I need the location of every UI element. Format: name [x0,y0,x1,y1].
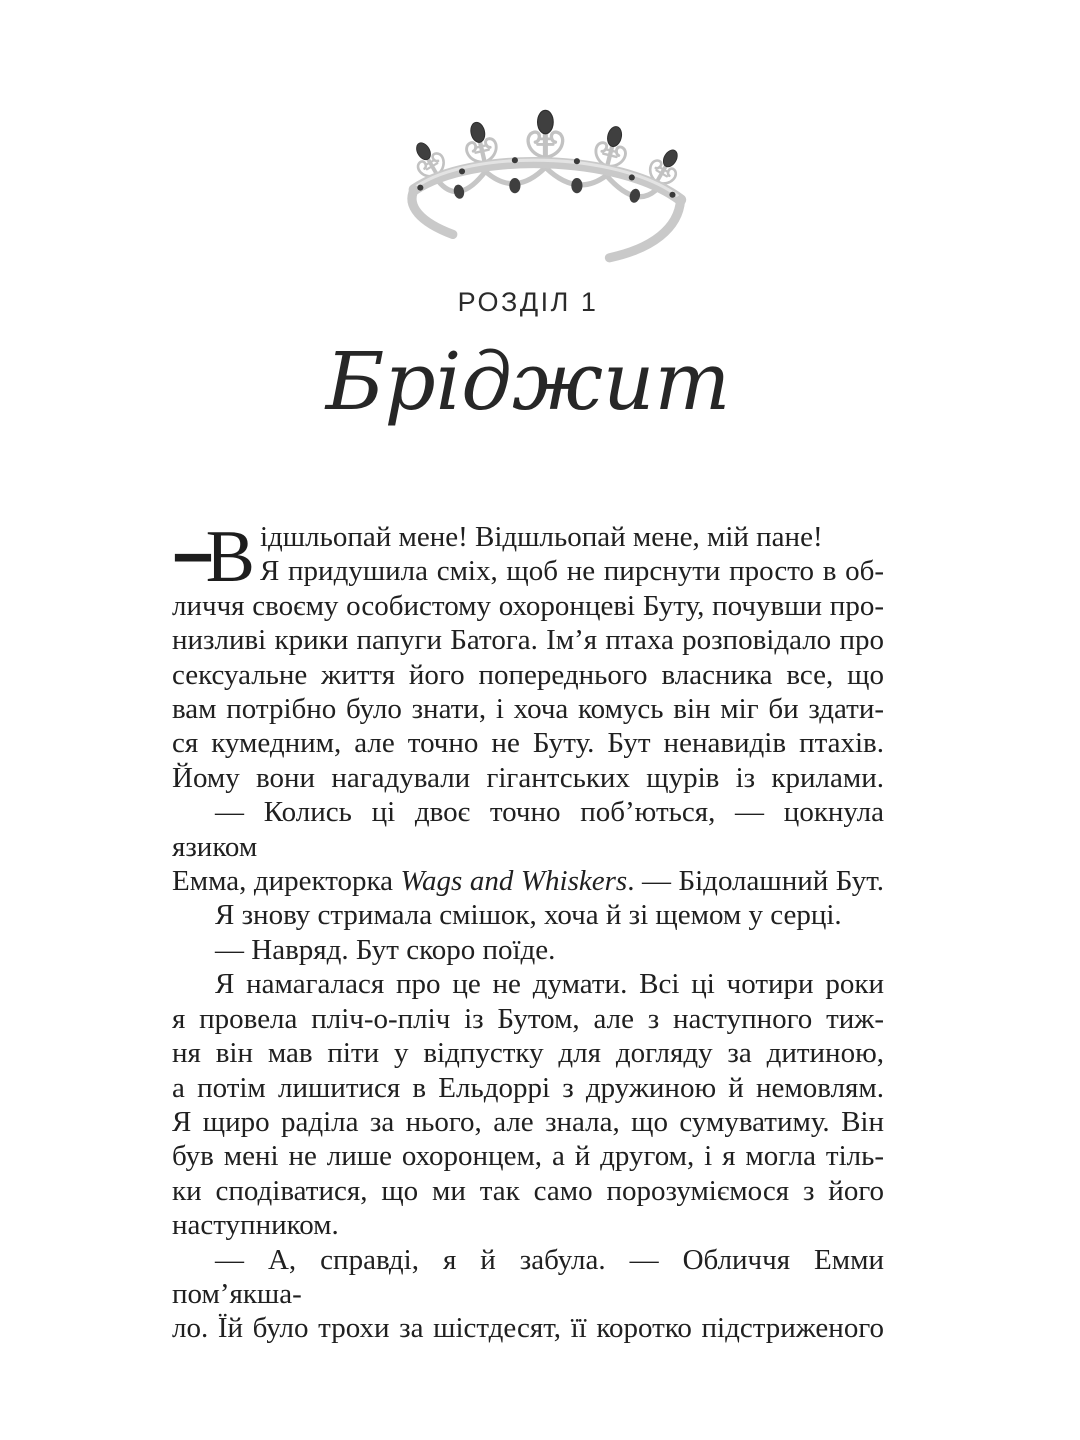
text-line: ся кумедним, але точно не Буту. Бут ненавидів птахів. [172,727,884,760]
chapter-title: Бріджит [325,335,731,428]
text-line: Я придушила сміх, щоб не пирснути просто в об- [260,555,884,588]
text-line: личчя своєму особистому охоронцеві Буту, почувши про- [172,589,884,622]
text-line: Я намагалася про це не думати. Всі ці чотири роки [215,968,884,1001]
paragraph-dialogue [172,933,884,967]
dialogue-dash: — [175,489,211,609]
paragraph-narration [172,967,884,1242]
text-line: ідшльопай мене! Відшльопай мене, мій пане! [260,521,823,553]
text-line: — Колись ці двоє точно поб’ються, — цокнула язиком [172,796,884,863]
text-line [172,864,884,898]
text-segment: . — Бідолашний Бут. [627,865,884,898]
text-segment-italic: Wags and Whiskers [400,865,628,898]
text-line: наступником. [172,1209,339,1242]
tiara-icon [400,90,705,268]
dropcap-letter: В [205,516,255,598]
text-line: ня він мав піти у відпустку для догляду за дитиною, [172,1037,884,1070]
text-line: ло. Їй було трохи за шістдесят, її коротко підстриженого [172,1312,884,1345]
paragraph-narration [172,898,884,932]
text-segment: Емма, директорка [172,865,401,898]
paragraph-opening [172,489,884,795]
text-line: Йому вони нагадували гігантських щурів із крилами. [172,761,884,794]
paragraph-dialogue [172,1243,884,1346]
text-line: — А, справді, я й забула. — Обличчя Емми пом’якша- [172,1243,884,1310]
text-line: Я знову стримала смішок, хоча й зі щемом у серці. [215,899,842,932]
text-line: низливі крики папуги Батога. Ім’я птаха розповідало про [172,624,884,657]
paragraph-dialogue [172,795,884,898]
body-text [172,489,884,1346]
text-line: Я щиро раділа за нього, але знала, що сумуватиму. Він [172,1105,884,1138]
text-line: вам потрібно було знати, і хоча комусь він міг би здати- [172,693,884,726]
text-line: я провела пліч-о-пліч із Бутом, але з наступного тиж- [172,1002,884,1035]
text-line: був мені не лише охоронцем, а й другом, і я могла тіль- [172,1140,884,1173]
dropcap [172,489,260,609]
text-line: а потім лишитися в Ельдоррі з дружиною й немовлям. [172,1071,884,1104]
text-line: — Навряд. Бут скоро поїде. [215,933,556,966]
text-line: сексуальне життя його попереднього власника все, що [172,658,884,691]
chapter-label: РОЗДІЛ 1 [457,287,599,317]
text-line: ки сподіватися, що ми так само порозуміємося з його [172,1174,884,1207]
